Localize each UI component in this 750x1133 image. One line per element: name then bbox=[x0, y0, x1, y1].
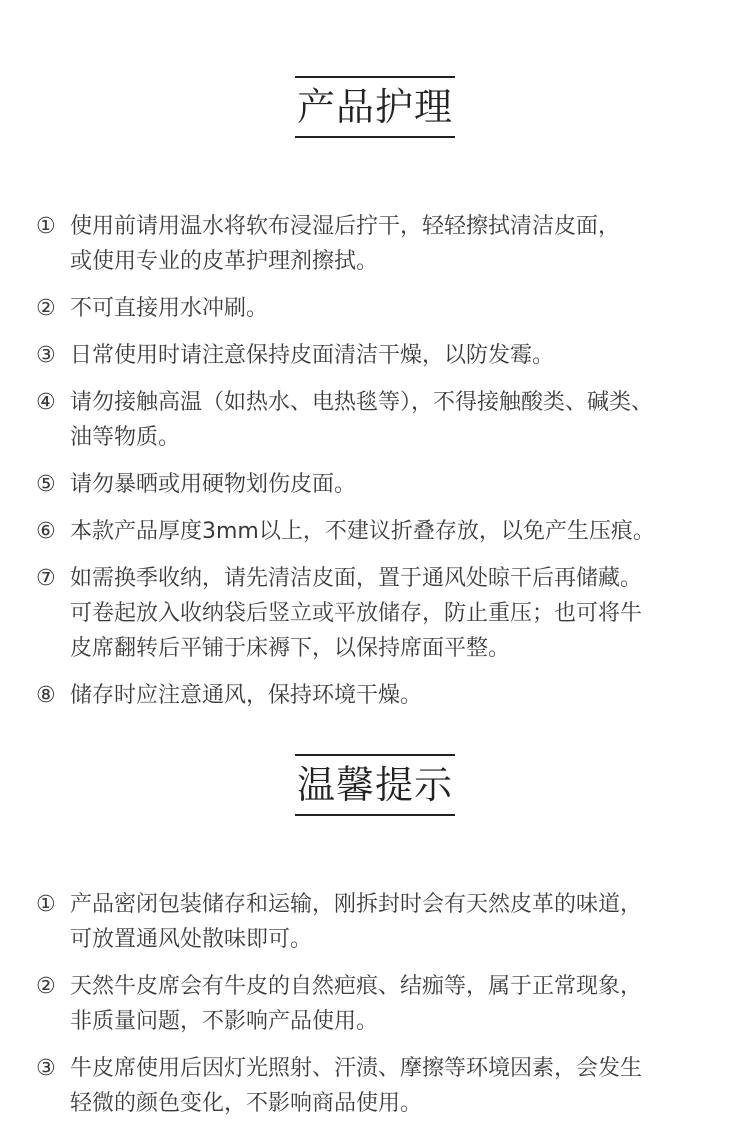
product-care-section bbox=[0, 44, 750, 725]
list-item bbox=[36, 291, 750, 326]
item-text-line: 天然牛皮席会有牛皮的自然疤痕、结痂等，属于正常现象， bbox=[70, 974, 643, 1000]
list-item bbox=[36, 1051, 750, 1121]
item-text bbox=[70, 385, 653, 455]
item-text-line: 不可直接用水冲刷。 bbox=[70, 296, 269, 322]
item-text bbox=[70, 338, 554, 373]
item-number: ① bbox=[36, 892, 56, 918]
item-text-line: 油等物质。 bbox=[70, 425, 181, 451]
item-text-line: 使用前请用温水将软布浸湿后拧干，轻轻擦拭清洁皮面， bbox=[70, 214, 621, 240]
item-text bbox=[70, 969, 642, 1039]
item-text bbox=[70, 514, 655, 549]
list-item bbox=[36, 887, 750, 957]
item-text bbox=[70, 1051, 642, 1121]
item-number: ② bbox=[36, 296, 56, 322]
item-text-line: 日常使用时请注意保持皮面清洁干燥，以防发霉。 bbox=[70, 343, 555, 369]
item-text-line: 轻微的颜色变化，不影响商品使用。 bbox=[70, 1091, 423, 1117]
warm-tips-title: 温馨提示 bbox=[295, 754, 455, 816]
item-number: ⑥ bbox=[36, 519, 56, 545]
warm-tips-heading-wrap bbox=[0, 722, 750, 847]
item-text-line: 可放置通风处散味即可。 bbox=[70, 927, 313, 953]
list-item bbox=[36, 209, 750, 279]
item-number: ⑦ bbox=[36, 566, 56, 592]
list-item bbox=[36, 969, 750, 1039]
item-text bbox=[70, 209, 620, 279]
item-number: ⑧ bbox=[36, 683, 56, 709]
item-number: ④ bbox=[36, 390, 56, 416]
list-item bbox=[36, 561, 750, 666]
item-text-line: 牛皮席使用后因灯光照射、汗渍、摩擦等环境因素，会发生 bbox=[70, 1056, 643, 1082]
warm-tips-section bbox=[0, 722, 750, 1133]
item-text-line: 皮席翻转后平铺于床褥下，以保持席面平整。 bbox=[70, 636, 511, 662]
item-number: ① bbox=[36, 214, 56, 240]
item-text-line: 或使用专业的皮革护理剂擦拭。 bbox=[70, 249, 379, 275]
list-item bbox=[36, 338, 750, 373]
item-text-line: 本款产品厚度3mm以上，不建议折叠存放，以免产生压痕。 bbox=[70, 519, 655, 545]
product-care-list bbox=[0, 209, 750, 713]
item-text-line: 可卷起放入收纳袋后竖立或平放储存，防止重压；也可将牛 bbox=[70, 601, 643, 627]
warm-tips-list bbox=[0, 887, 750, 1121]
item-text bbox=[70, 467, 356, 502]
product-care-heading-wrap bbox=[0, 44, 750, 169]
list-item bbox=[36, 514, 750, 549]
item-number: ③ bbox=[36, 343, 56, 369]
item-text-line: 储存时应注意通风，保持环境干燥。 bbox=[70, 683, 423, 709]
list-item bbox=[36, 467, 750, 502]
list-item bbox=[36, 678, 750, 713]
item-text bbox=[70, 291, 268, 326]
list-item bbox=[36, 385, 750, 455]
item-text bbox=[70, 678, 422, 713]
item-number: ⑤ bbox=[36, 472, 56, 498]
product-care-title: 产品护理 bbox=[295, 76, 455, 138]
item-number: ② bbox=[36, 974, 56, 1000]
item-text bbox=[70, 887, 642, 957]
item-text bbox=[70, 561, 642, 666]
item-text-line: 请勿接触高温（如热水、电热毯等），不得接触酸类、碱类、 bbox=[70, 390, 654, 416]
item-text-line: 产品密闭包装储存和运输，刚拆封时会有天然皮革的味道， bbox=[70, 892, 643, 918]
item-number: ③ bbox=[36, 1056, 56, 1082]
item-text-line: 如需换季收纳，请先清洁皮面，置于通风处晾干后再储藏。 bbox=[70, 566, 643, 592]
item-text-line: 请勿暴晒或用硬物划伤皮面。 bbox=[70, 472, 357, 498]
item-text-line: 非质量问题，不影响产品使用。 bbox=[70, 1009, 379, 1035]
